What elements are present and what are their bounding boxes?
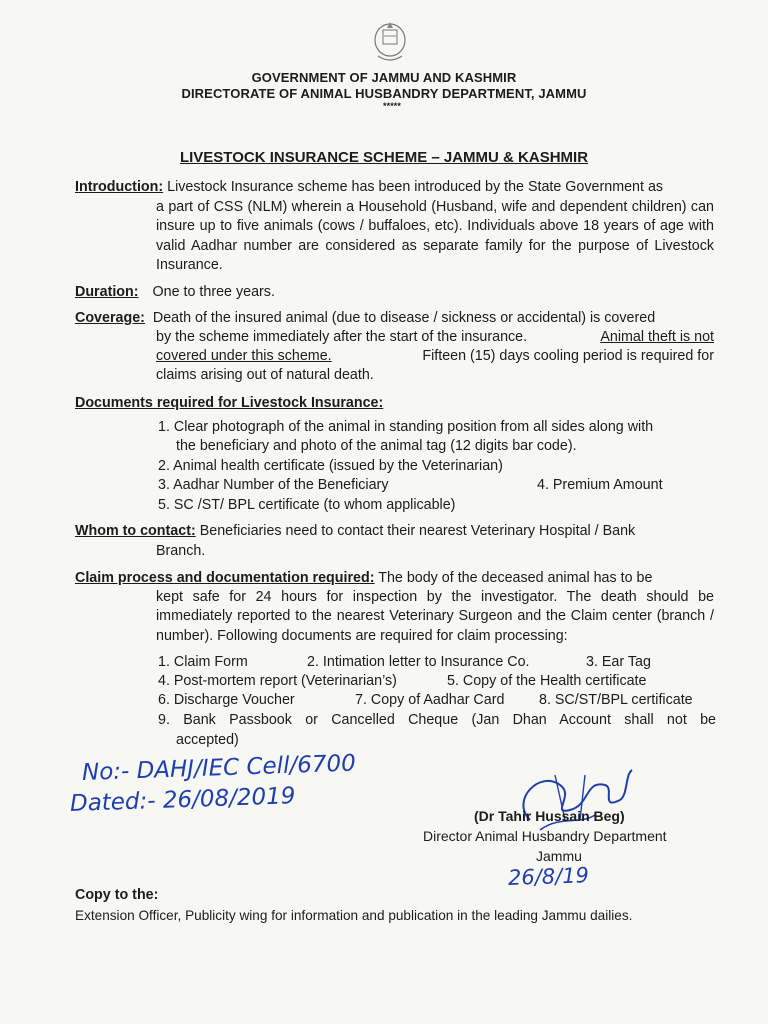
coverage-line2 [156,328,714,347]
handwritten-dated: Dated:- 26/08/2019 [69,783,296,817]
claim-doc-5: 5. Copy of the Health certificate [447,673,647,689]
handwritten-signature-date: 26/8/19 [507,863,590,890]
coverage-line3 [156,347,714,366]
claim-doc-9b: accepted) [176,732,239,748]
coverage-text-2a: by the scheme immediately after the start of the insurance. [156,329,528,345]
document-title: LIVESTOCK INSURANCE SCHEME – JAMMU & KASHMIR [179,149,589,166]
claim-doc-4: 4. Post-mortem report (Veterinarian’s) [158,673,397,689]
documents-item-1b: the beneficiary and photo of the animal tag (12 digits bar code). [176,438,577,454]
coverage-line4: claims arising out of natural death. [156,367,374,383]
introduction-label: Introduction: [75,179,164,195]
claim-doc-8: 8. SC/ST/BPL certificate [539,692,693,708]
coverage-label: Coverage: [75,310,145,326]
copy-to-label: Copy to the: [75,887,159,903]
documents-item-2: 2. Animal health certificate (issued by the Veterinarian) [158,458,503,474]
coverage-theft-note-2: covered under this scheme. [156,348,332,364]
coverage-line1 [75,309,715,328]
claim-doc-3: 3. Ear Tag [586,654,651,670]
coverage-text-3b: Fifteen (15) days cooling period is required for [422,348,714,364]
introduction-paragraph [75,178,715,197]
duration-section [75,283,275,302]
claim-doc-7: 7. Copy of Aadhar Card [355,692,505,708]
claim-body: kept safe for 24 hours for inspection by the investigator. The death should be immediately reported to the nearest Veterinary Surgeon and the Claim center (branch / number). Following documents are required for claim processing: [156,589,714,644]
handwritten-reference-number: No:- DAHJ/IEC Cell/6700 [81,750,357,786]
coverage-text-1: Death of the insured animal (due to disease / sickness or accidental) is covered [152,310,656,326]
introduction-line1: Livestock Insurance scheme has been introduced by the State Government as [167,179,664,195]
coverage-theft-note: Animal theft is not [600,329,714,345]
documents-item-4: 4. Premium Amount [537,477,663,493]
duration-text: One to three years. [152,284,275,300]
documents-item-5: 5. SC /ST/ BPL certificate (to whom applicable) [158,497,456,513]
introduction-body: a part of CSS (NLM) wherein a Household (Husband, wife and dependent children) can insure up to five animals (cows / buffaloes, etc). Individuals above 18 years of age with valid Aadhar number are considered as separate family for the purpose of Livestock Insurance. [156,199,714,274]
claim-doc-6: 6. Discharge Voucher [158,692,295,708]
contact-line2: Branch. [156,543,206,559]
contact-text-1: Beneficiaries need to contact their nearest Veterinary Hospital / Bank [199,523,636,539]
claim-line1 [75,569,715,588]
duration-label: Duration: [75,284,139,300]
signatory-name: (Dr Tahir Hussain Beg) [474,808,625,824]
header-directorate: DIRECTORATE OF ANIMAL HUSBANDRY DEPARTMENT, JAMMU [181,86,587,101]
contact-line1 [75,522,715,541]
header-government: GOVERNMENT OF JAMMU AND KASHMIR [251,70,517,85]
documents-label: Documents required for Livestock Insurance: [75,395,384,411]
claim-doc-2: 2. Intimation letter to Insurance Co. [307,654,530,670]
copy-to-text: Extension Officer, Publicity wing for information and publication in the leading Jammu dailies. [75,908,633,923]
claim-doc-9a: 9. Bank Passbook or Cancelled Cheque (Jan Dhan Account shall not be [158,712,716,728]
claim-label: Claim process and documentation required: [75,570,375,586]
claim-text-1: The body of the deceased animal has to be [378,570,653,586]
header-stars: ***** [382,101,401,111]
documents-item-1a: 1. Clear photograph of the animal in standing position from all sides along with [158,419,654,435]
signatory-designation: Director Animal Husbandry Department [423,828,667,844]
documents-item-3: 3. Aadhar Number of the Beneficiary [158,477,389,493]
signatory-place: Jammu [536,848,582,864]
claim-doc-1: 1. Claim Form [158,654,248,670]
contact-label: Whom to contact: [75,523,196,539]
state-emblem-icon [370,18,410,66]
